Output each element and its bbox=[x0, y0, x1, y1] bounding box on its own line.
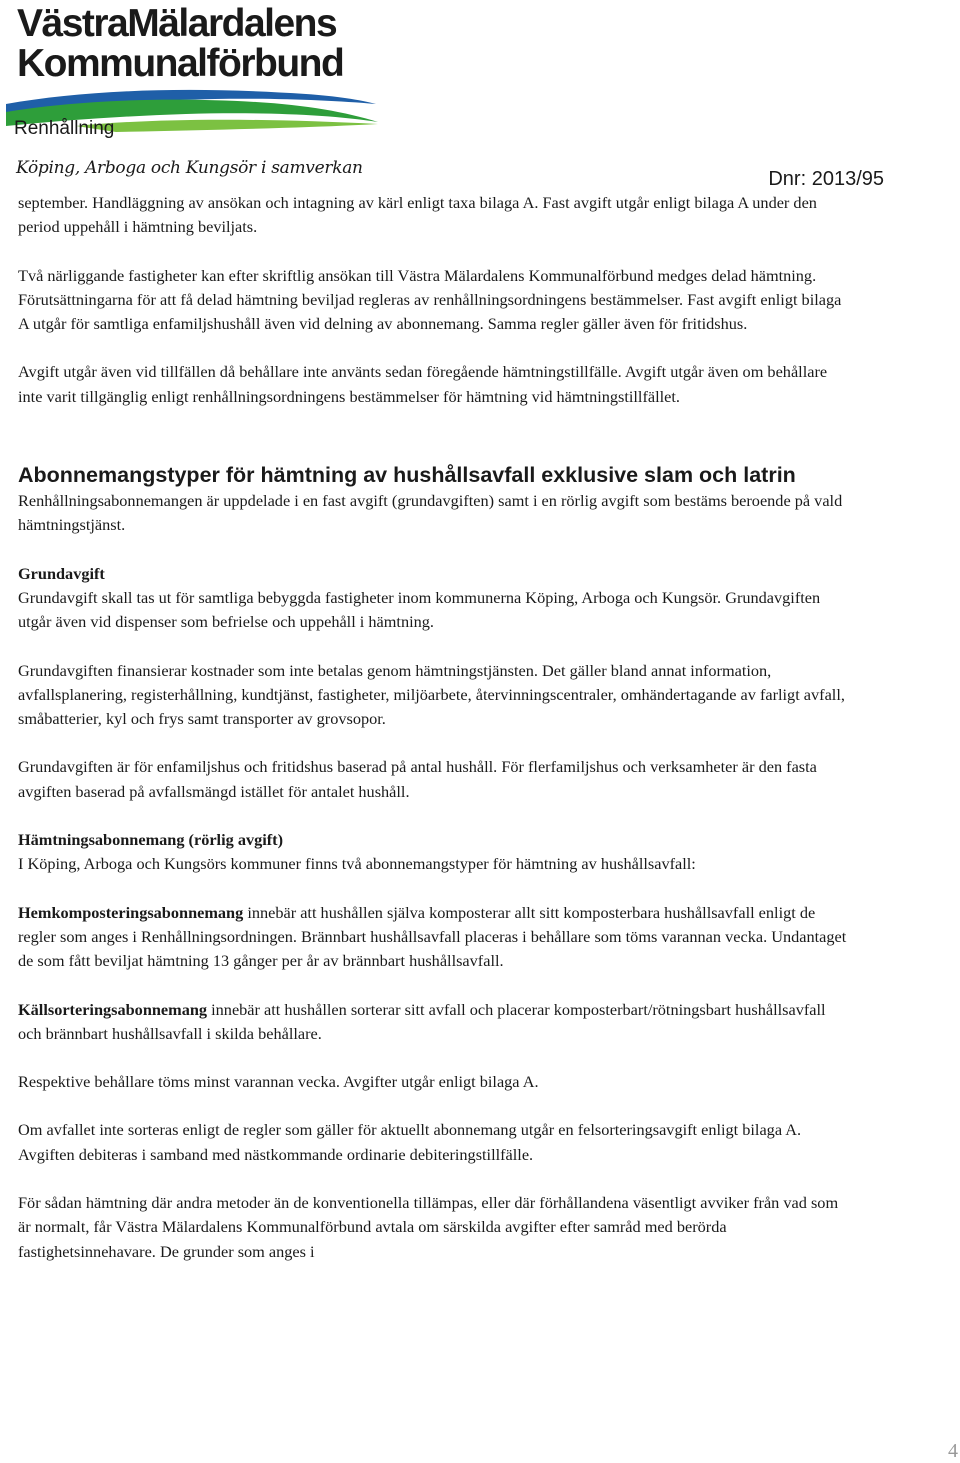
document-body bbox=[18, 191, 848, 1264]
paragraph-cont-previous: september. Handläggning av ansökan och intagning av kärl enligt taxa bilaga A. Fast avgift utgår enligt bilaga A under den period uppehåll i hämtning beviljats. bbox=[18, 193, 817, 237]
paragraph-source-sorting bbox=[18, 998, 848, 1047]
page-number: 4 bbox=[948, 1440, 958, 1462]
paragraph-subscription-intro: Renhållningsabonnemangen är uppdelade i en fast avgift (grundavgiften) samt i en rörlig avgift som bestäms beroende på vald hämtningstjänst. bbox=[18, 491, 843, 535]
paragraph-subscription-types: I Köping, Arboga och Kungsörs kommuner finns två abonnemangstyper för hämtning av hushållsavfall: bbox=[18, 854, 696, 874]
paragraph-special-fees: För sådan hämtning där andra metoder än de konventionella tillämpas, eller där förhållandena väsentligt avviker från vad som är normalt, får Västra Mälardalens Kommunalförbund avtala om särskilda avgifter efter samråd med berörda fastighetsinnehavare. De grunder som anges i bbox=[18, 1193, 839, 1261]
definition-home-composting: innebär att hushållen själva komposterar allt sitt komposterbara hushållsavfall enligt de regler som anges i Renhållningsordningen. Brännbart hushållsavfall placeras i behållare som töms varannan vecka. Undantaget de som fått beviljat hämtning 13 gånger per år av brännbart hushållsavfall. bbox=[18, 902, 847, 971]
logo-text-line1: VästraMälardalens bbox=[17, 2, 337, 45]
paragraph-shared-collection: Två närliggande fastigheter kan efter skriftlig ansökan till Västra Mälardalens Kommunalförbund medges delad hämtning. Förutsättningarna för att få delad hämtning beviljad regleras av renhållningsordningens bestämmelser. Fast avgift enligt bilaga A utgår för samtliga enfamiljshushåll även vid delning av abonnemang. Samma regler gäller även för fritidshus. bbox=[18, 265, 842, 334]
paragraph-missorting-fee: Om avfallet inte sorteras enligt de regler som gäller för aktuellt abonnemang utgår en felsorteringsavgift enligt bilaga A. Avgiften debiteras i samband med nästkommande ordinarie debiteringstillfälle. bbox=[18, 1120, 802, 1164]
paragraph-base-fee-finances: Grundavgiften finansierar kostnader som inte betalas genom hämtningstjänsten. Det gäller bland annat information, avfallsplanering, registerhållning, kundtjänst, fastigheter, miljöarbete, återvinningscentraler, omhändertagande av farligt avfall, småbatterier, kyl och frys samt transporter av grovsopor. bbox=[18, 660, 845, 729]
term-home-composting: Hemkomposteringsabonnemang bbox=[18, 902, 244, 922]
section-heading: Abonnemangstyper för hämtning av hushållsavfall exklusive slam och latrin bbox=[18, 463, 796, 488]
subheading-base-fee: Grundavgift bbox=[18, 563, 105, 583]
logo-tagline: Köping, Arboga och Kungsör i samverkan bbox=[16, 158, 363, 178]
subheading-collection-subscription: Hämtningsabonnemang (rörlig avgift) bbox=[18, 830, 284, 850]
organization-logo bbox=[6, 2, 386, 187]
paragraph-fee-unused-container: Avgift utgår även vid tillfällen då behållare inte använts sedan föregående hämtningstillfälle. Avgift utgår även om behållare inte varit tillgänglig enligt renhållningsordningens bestämmelser för hämtning vid hämtningstillfället. bbox=[18, 362, 828, 406]
paragraph-base-fee: Grundavgift skall tas ut för samtliga bebyggda fastigheter inom kommunerna Köping, Arboga och Kungsör. Grundavgiften utgår även vid dispenser som befrielse och uppehåll i hämtning. bbox=[18, 587, 821, 632]
logo-subtitle: Renhållning bbox=[14, 118, 115, 139]
paragraph-base-fee-basis: Grundavgiften är för enfamiljshus och fritidshus baserad på antal hushåll. För flerfamiljshus och verksamheter är den fasta avgiften baserad på avfallsmängd istället för antalet hushåll. bbox=[18, 757, 817, 801]
term-source-sorting: Källsorteringsabonnemang bbox=[18, 999, 208, 1019]
logo-text-line2: Kommunalförbund bbox=[17, 42, 344, 85]
document-reference-number: Dnr: 2013/95 bbox=[768, 168, 884, 190]
paragraph-emptying-frequency: Respektive behållare töms minst varannan vecka. Avgifter utgår enligt bilaga A. bbox=[18, 1072, 539, 1092]
paragraph-home-composting bbox=[18, 901, 848, 974]
definition-source-sorting: innebär att hushållen sorterar sitt avfall och placerar komposterbart/rötningsbart hushållsavfall och brännbart hushållsavfall i skilda behållare. bbox=[18, 999, 826, 1043]
logo-wave-light-green bbox=[76, 120, 378, 132]
